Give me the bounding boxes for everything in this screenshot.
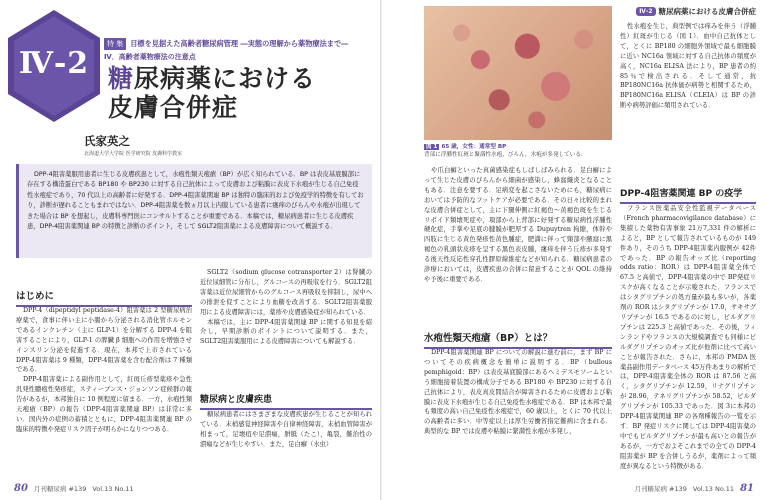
- page-number-left: 80: [14, 483, 28, 494]
- running-title: 糖尿病薬における皮膚合併症: [658, 7, 756, 16]
- article-title: [108, 64, 316, 122]
- caption-title: 65 歳，女性：通常型 BP: [441, 144, 507, 150]
- journal-volume: Vol.13 No.11: [92, 484, 134, 493]
- section-heading-epidemiology: DPP-4阻害薬関連 BP の疫学: [620, 186, 756, 204]
- text-column-4b: [620, 204, 756, 484]
- paragraph: SGLT2（sodium glucose cotransporter 2）は腎臓の近位尿細管に分布し，グルコースの再吸収を行う．SGLT2阻害薬は近位尿細管からのグルコース再吸収を抑制し，尿中への排泄を促すことにより血糖を改善する．SGLT2阻害薬服用による皮膚障害には，薬疹や皮膚感染症が知られている．: [200, 269, 372, 316]
- text-column-2: [200, 268, 372, 370]
- running-tag: Ⅳ-2: [636, 7, 655, 16]
- paragraph: 本稿では，主に DPP-4阻害薬関連 BP に関する知見を紹介し，早期診断のポイントについて説明する．また，SGLT2阻害薬服用による皮膚障害についても解説する．: [200, 318, 372, 346]
- section-heading-introduction: はじめに: [16, 288, 192, 307]
- text-column-1: [16, 306, 192, 484]
- paragraph: や爪白癬といった真菌感染症もしばしばみられる．足白癬によって生じた皮膚のびらんから細菌が感染し，蜂窩織炎となることもある．注意を要する．足病変を起こさないためにも，糖尿病においては予防的なフットケアが必要である．その日々比較的まれな皮膚合併症として，主に下腿伸側に紅褐色〜黄褐色斑を生じるリポイド類壊死症や，項部から上背部に好発する糖尿病性浮腫性硬化症，手掌や足底の腱膜が肥厚する Dupuytren 拘縮，体幹や四肢に生じる黄色発疹性黄色腫症，肥満に伴って頸部や腋窩に黒褐色の乳頭状皮疹を呈する黒色表皮腫，瘙痒を伴う丘疹が多発する後天性反応性穿孔性膠原線維症などが知られる．糖尿病患者の診療においては，皮膚疾患の合併に留意することが QOL の維持や予後に重要である．: [424, 167, 612, 283]
- series-tag: 特 集: [104, 38, 126, 50]
- chapter-label: Ⅳ-2: [18, 46, 90, 81]
- abstract-box: DPP-4阻害薬服用患者に生じる皮膚疾患として，水疱性類天疱瘡（BP）が広く知られている．BP は表皮基底膜部に存在する構造蛋白である BP180 や BP230 に対する自己抗体によって皮膚および粘膜に表皮下水疱が生じる自己免疫性水疱症であり，70 代以上の高齢者に好発する．DPP-4阻害薬関連 BP は独特の臨床的および免疫学的特徴を有しており，診断が遅れることもまれではない．DPP-4阻害薬を数ヵ月以上内服している患者に瘙痒のびらんや水疱が出現してきた場合は BP を想起し，皮膚科専門医にコンサルトすることが重要である．本稿では，糖尿病患者に生じる皮膚疾患，DPP-4阻害薬関連 BP の特徴と診断のポイント，そして SGLT2阻害薬による皮膚障害について概説する．: [16, 164, 372, 258]
- caption-text: 背部に浮腫性紅斑と緊満性水疱，びらん，水疱が多発している．: [424, 152, 587, 158]
- series-title: 目標を見据えた高齢者糖尿病管理 ―実態の理解から薬物療法まで―: [130, 39, 349, 48]
- running-head: [636, 6, 756, 17]
- paragraph: 性水疱を生じ，典型例では痒みを伴う（浮腫性）紅斑が生じる（図 1）．血中自己抗体として，とくに BP180 の細胞外領域で最も細胞膜に近い NC16a 領域に対する自己抗体の頻度が高く，NC16a ELISA 法により，BP 患者の約 85％で検出される．そして通常，抗 BP180NC16a 抗体価が病勢と相関するため，BP180NC16a ELISA（CLEIA）は BP の診断や病勢評価に頻用されている．: [620, 23, 756, 110]
- author-name: 氏家英之: [84, 134, 130, 148]
- text-column-3b: [424, 348, 612, 484]
- figure-caption: [424, 143, 612, 159]
- paragraph: DPP-4（dipeptidyl peptidase-4）阻害薬は 2 型糖尿病治療薬で，食事に伴い主に小腸から分泌される消化管ホルモンであるインクレチン（主に GLP-1）を分解する DPP-4 を阻害することにより，GLP-1 の膵臓 β 細胞への作用を増強させインスリン分泌を促進する．現在，本邦で上市されている DPP-4阻害薬は 9 種類，DPP-4阻害薬を含む配合剤は 7 種類である．: [16, 307, 192, 374]
- journal-volume: Vol.13 No.11: [692, 484, 735, 493]
- section-heading-bp: 水疱性類天疱瘡（BP）とは？: [424, 330, 612, 349]
- title-line1: 尿病薬における: [134, 64, 317, 93]
- series-header: [104, 38, 348, 50]
- section-subtitle: Ⅳ．高齢者薬物療法の注意点: [104, 53, 196, 61]
- left-footer: [14, 483, 134, 494]
- paragraph: 糖尿病患者にはさまざまな皮膚疾患が生じることが知られている．末梢感覚神経障害や自律神経障害，末梢血管障害が相まって，足壊疽や足潰瘍，胼胝（たこ），亀裂，難治性の潰瘍などが生じやすい．また，足白癬（水虫）: [200, 411, 372, 448]
- text-column-3: [424, 166, 612, 318]
- title-accent: 糖: [108, 64, 135, 93]
- paragraph: フランス医薬品安全性監視データベース（French pharmacovigilance database）に集積した薬物有害事象 21万7,331 件の解析によると，BP として報告されているものが 149 件あり，そのうち DPP-4阻害薬内服例が 42件であった．BP の報告オッズ比（reporting odds ratio：ROR）は DPP-4阻害薬全体で 67.5 と高値で，DPP-4阻害薬の中で BP発症リスクが高くなることが示唆された．フランスではシタグリプチンの処方量が最も多いが，各薬剤の ROR はシタグリプチンが 17.0，サキサグリプチンが 16.5 であるのに対し，ビルダグリプチンは 225.3 と高値であった．その後，フィンランドやフランスの大規模調査でも同様にビルダグリプチンのオッズ比が他剤に比べて高いことが報告された．さらに，本邦の PMDA 医薬品副作用データベース 45万件あまりの解析では，DPP-4阻害薬全体の ROR は 87.56 と高く，シタグリプチンが 12.59，リナグリプチンが 28.96，テネリグリプチンが 58.52，ビルダグリプチンが 105.33 であった．図 3に本邦の DPP-4阻害薬関連 BP の各剤種報告の一覧を示す．BP 発症リスクに関しては DPP-4阻害薬の中でもビルダグリプチンが最も高いとの報告があるが，一方でおよそこれまでの全ての DPP-4阻害薬が BP を合併しうるが，薬剤によって頻度が異なるという特徴がある．: [620, 205, 756, 470]
- clinical-photo: [424, 6, 612, 140]
- paragraph: DPP-4阻害薬による副作用として，紅斑丘疹型薬疹や急性汎発性膿疱性発疹症，スティーブンス・ジョンソン症候群の報告があるが，本邦独自に 10 例程度に留まる．一方，水疱性類天疱瘡（BP）の報告（DPP-4阻害薬関連 BP）は非常に多い．国内外の症例の蓄積とともに，DPP-4阻害薬関連 BP の臨床的特徴や発症リスク因子が明らかになりつつある．: [16, 376, 192, 433]
- paragraph: DPP-4阻害薬関連 BP についての解説に進む前に，まず BP についてその疾病概念を簡単に説明する．BP（bullous pemphigoid：BP）は表皮基底膜部にあるヘミデスモソームという細胞接着装置の構成分子である BP180 や BP230 に対する自己抗体により，表皮真皮間結合が障害されるために皮膚および粘膜に表皮下水疱が生じる自己免疫性水疱症である．BP は本邦で最も頻度の高い自己免疫性水疱症で，60 歳以上，とくに 70 代以上の高齢者に多い．中等症以上は厚生労働省指定難病に含まれる．典型的な BP では皮膚や粘膜に緊満性水疱が多発し，: [424, 349, 612, 436]
- journal-name: 月刊糖尿病 #139: [33, 485, 87, 493]
- section-heading-diabetes-skin: 糖尿病と皮膚疾患: [200, 392, 372, 410]
- page-number-right: 81: [740, 483, 754, 494]
- text-column-2b: [200, 410, 372, 482]
- caption-tag: 図 1: [426, 144, 438, 150]
- journal-name: 月刊糖尿病 #139: [634, 485, 687, 493]
- author-affiliation: 北海道大学大学院 医学研究院 皮膚科学教室: [84, 151, 183, 157]
- text-column-4: [620, 22, 756, 162]
- title-line2: 皮膚合併症: [108, 93, 239, 122]
- chapter-badge: [8, 10, 100, 122]
- right-footer: [634, 483, 754, 494]
